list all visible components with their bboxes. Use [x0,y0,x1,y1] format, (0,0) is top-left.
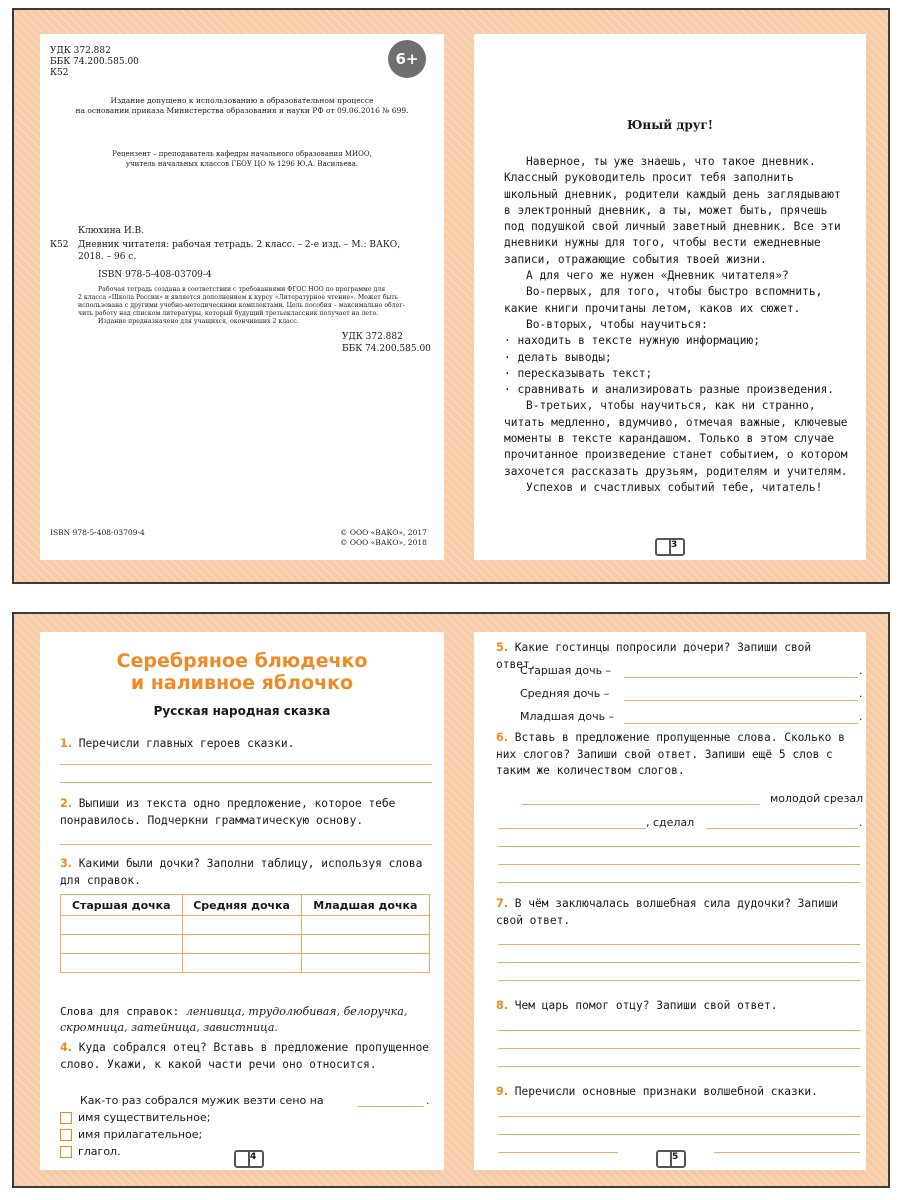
intro-bullet: · делать выводы; [504,350,612,364]
annotation-4: чить работу над списком литературы, который будущий третьеклассник получает на лето. [78,310,379,317]
answer-line[interactable] [60,782,432,783]
task-text: Какие гостинцы попросили дочери? Запиши свой ответ. [496,641,812,671]
answer-line[interactable] [498,846,860,847]
task-text: Какими были дочки? Заполни таблицу, используя слова для справок. [60,857,423,887]
annotation-3: использована с другими учебно-методическими комплектами. Цель пособия – максимально облег- [78,302,405,309]
task-text: Выпиши из текста одно предложение, которое тебе понравилось. Подчеркни грамматическую основу. [60,797,396,827]
author: Клюхина И.В. [78,226,145,236]
table-header: Младшая дочка [301,895,429,916]
table-cell[interactable] [61,935,183,954]
intro-title: Юный друг! [626,118,714,132]
intro-paragraph: Успехов и счастливых событий тебе, читатель! [526,480,823,494]
task-4-sentence: Как-то раз собрался мужик везти сено на [80,1094,324,1107]
answer-line[interactable] [498,980,860,981]
reviewer-line-1: Рецензент – преподаватель кафедры начального образования МИОО, [112,150,372,158]
isbn-bottom: ISBN 978-5-408-03709-4 [50,528,145,537]
option-label: глагол. [78,1145,121,1158]
age-rating-badge: 6+ [388,40,426,78]
table-cell[interactable] [301,916,429,935]
code: К52 [50,68,69,78]
task-text: В чём заключалась волшебная сила дудочки? Запиши свой ответ. [496,897,839,927]
intro-paragraph: А для чего же нужен «Дневник читателя»? [526,269,789,283]
annotation-1: Рабочая тетрадь создана в соответствии с требованиями ФГОС НОО по программе для [98,286,386,293]
udk-2: УДК 372.882 [342,332,403,342]
task-8 [496,998,856,1015]
task-number: 4. [60,1041,73,1054]
sentence-part: молодой срезал [770,792,864,805]
task-number: 8. [496,999,509,1012]
intro-page [474,34,866,560]
page-number-book-icon [656,1148,686,1170]
spread-top [12,8,890,584]
page-number: 3 [671,540,678,550]
option-verb[interactable] [60,1145,121,1158]
task-text: Чем царь помог отцу? Запиши свой ответ. [514,999,778,1012]
fill-blank[interactable] [358,1106,424,1107]
workbook-page-right: 5. Какие гостинцы попросили дочери? Запиши свой ответ. Старшая дочь – . Средняя дочь – . Младшая дочь – . 6. Вставь в предложение пропущенные слова. Сколько в них слогов? Запиши свой ответ. Запиши ещё 5 слов с таким же количеством слогов. молодой срезал , сделал . 7. В чём заключалась волшебная сила дудочки? Запиши свой ответ. 8. Чем царь помог отцу? Запиши свой ответ. 9. Перечисли основные признаки волшебной сказки. 5 [474,632,866,1170]
task-number: 5. [496,641,509,654]
checkbox[interactable] [60,1112,72,1124]
task-9 [496,1084,856,1101]
table-cell[interactable] [61,954,183,973]
daughter-label: Младшая дочь – [520,710,615,723]
checkbox[interactable] [60,1129,72,1141]
page-number-book-icon [655,536,685,558]
page-number-book-icon [234,1148,264,1170]
intro-paragraph: Наверное, ты уже знаешь, что такое дневник. Классный руководитель просит тебя заполнить школьный дневник, родители каждый день заглядывают в электронный дневник, а ты, может быть, прячешь под подушкой свой личный заветный дневник. Все эти дневники нужны для того, чтобы вести ежедневные записи, отражающие события твоей жизни. [504,155,841,266]
task-number: 1. [60,737,73,750]
task-7 [496,896,856,929]
daughters-table [60,894,430,973]
answer-line[interactable] [498,1116,860,1117]
task-3 [60,856,432,889]
answer-line[interactable] [60,764,432,765]
udk: УДК 372.882 [50,46,111,56]
task-4 [60,1040,432,1073]
story-subtitle: Русская народная сказка [153,704,331,718]
intro-bullet: · сравнивать и анализировать разные произведения. [504,383,835,397]
intro-paragraph: В-третьих, чтобы научиться, как ни странно, читать медленно, вдумчиво, отмечая важные, ключевые моменты в тексте карандашом. Только в этом случае прочитанное произведение станет событием, о котором захочется рассказать друзьям, родителям и учителям. [504,399,848,478]
answer-line[interactable] [498,1066,860,1067]
table-cell[interactable] [182,916,301,935]
option-noun[interactable] [60,1111,210,1124]
table-cell[interactable] [182,935,301,954]
answer-line[interactable] [624,723,858,724]
copyright-1: © ООО «ВАКО», 2017 [340,528,427,537]
fill-blank[interactable] [522,804,760,805]
intro-text [504,154,854,496]
table-header: Старшая дочка [61,895,183,916]
task-number: 6. [496,731,509,744]
answer-line[interactable] [498,962,860,963]
sentence-part: , сделал [646,816,695,829]
task-text: Перечисли основные признаки волшебной сказки. [514,1085,818,1098]
intro-bullet: · пересказывать текст; [504,366,653,380]
annotation-2: 2 класса «Школа России» и является дополнением к курсу «Литературное чтение». Может быть [78,294,399,301]
bbk: ББК 74.200.585.00 [50,57,139,67]
answer-line[interactable] [498,1048,860,1049]
story-title-line-1: Серебряное блюдечко [116,650,368,672]
story-title-line-2: и наливное яблочко [130,672,354,694]
approval-line-2: на основании приказа Министерства образования и науки РФ от 09.06.2016 № 699. [75,106,409,115]
bbk-2: ББК 74.200.585.00 [342,344,431,354]
story-title [40,650,444,694]
task-6 [496,730,856,780]
table-cell[interactable] [61,916,183,935]
daughter-label: Старшая дочь – [520,664,612,677]
reference-words [60,1004,432,1036]
task-text: Перечисли главных героев сказки. [78,737,295,750]
workbook-page-left: Серебряное блюдечко и наливное яблочко Русская народная сказка 1. Перечисли главных героев сказки. 2. Выпиши из текста одно предложение, которое тебе понравилось. Подчеркни грамматическую основу. 3. Какими были дочки? Заполни таблицу, используя слова для справок. Старшая дочка Средняя дочка Младшая дочка Слова для справок: ленивица, трудолюбивая, белоручка, скромница, затейница, завистница. 4. Куда собрался отец? Вставь в предложение пропущенное слово. Укажи, к какой части речи оно относится. Как-то раз собрался мужик везти сено на . имя существительное; имя прилагательное; глагол. 4 [40,632,444,1170]
approval-line-1: Издание допущено к использованию в образовательном процессе [110,96,374,105]
reference-words-label: Слова для справок: [60,1005,180,1018]
task-number: 9. [496,1085,509,1098]
description-line-1: Дневник читателя: рабочая тетрадь. 2 класс. – 2-е изд. – М.: ВАКО, [78,240,401,250]
intro-paragraph: Во-вторых, чтобы научиться: [526,317,708,331]
answer-line[interactable] [498,1134,860,1135]
daughter-label: Средняя дочь – [520,687,610,700]
answer-line[interactable] [60,844,432,845]
answer-line[interactable] [498,864,860,865]
page-number: 5 [672,1152,679,1162]
reference-words-list: ленивица, трудолюбивая, белоручка, скромница, затейница, завистница. [60,1005,408,1034]
intro-bullet: · находить в тексте нужную информацию; [504,334,760,348]
intro-paragraph: Во-первых, для того, чтобы быстро вспомнить, какие книги прочитаны летом, каков их сюжет. [504,285,823,315]
answer-line[interactable] [624,700,858,701]
reviewer-line-2: учитель начальных классов ГБОУ ЦО № 1296 Ю.А. Васильева. [125,160,359,168]
fill-blank[interactable] [706,828,858,829]
side-code: К52 [50,240,69,250]
imprint-page [40,34,444,560]
task-1 [60,736,432,753]
task-text: Куда собрался отец? Вставь в предложение пропущенное слово. Укажи, к какой части речи оно относится. [60,1041,430,1071]
table-header: Средняя дочка [182,895,301,916]
answer-line[interactable] [624,677,858,678]
page-number: 4 [250,1152,257,1162]
task-text: Вставь в предложение пропущенные слова. Сколько в них слогов? Запиши свой ответ. Запиши ещё 5 слов с таким же количеством слогов. [496,731,845,777]
answer-line[interactable] [498,1030,860,1031]
table-cell[interactable] [301,954,429,973]
description-line-2: 2018. – 96 с. [78,252,137,262]
annotation-5: Издание предназначено для учащихся, окончивших 2 класс. [98,318,299,325]
answer-line[interactable] [498,1152,618,1153]
task-number: 2. [60,797,73,810]
option-adjective[interactable] [60,1128,202,1141]
option-label: имя прилагательное; [78,1128,203,1141]
option-label: имя существительное; [78,1111,211,1124]
spread-bottom [12,612,890,1188]
fill-blank[interactable] [498,828,646,829]
checkbox[interactable] [60,1146,72,1158]
answer-line[interactable] [498,882,860,883]
answer-line[interactable] [498,944,860,945]
answer-line[interactable] [714,1152,860,1153]
table-cell[interactable] [301,935,429,954]
task-number: 7. [496,897,509,910]
copyright-2: © ООО «ВАКО», 2018 [340,538,427,547]
table-cell[interactable] [182,954,301,973]
task-2 [60,796,432,829]
task-number: 3. [60,857,73,870]
isbn: ISBN 978-5-408-03709-4 [98,270,212,280]
